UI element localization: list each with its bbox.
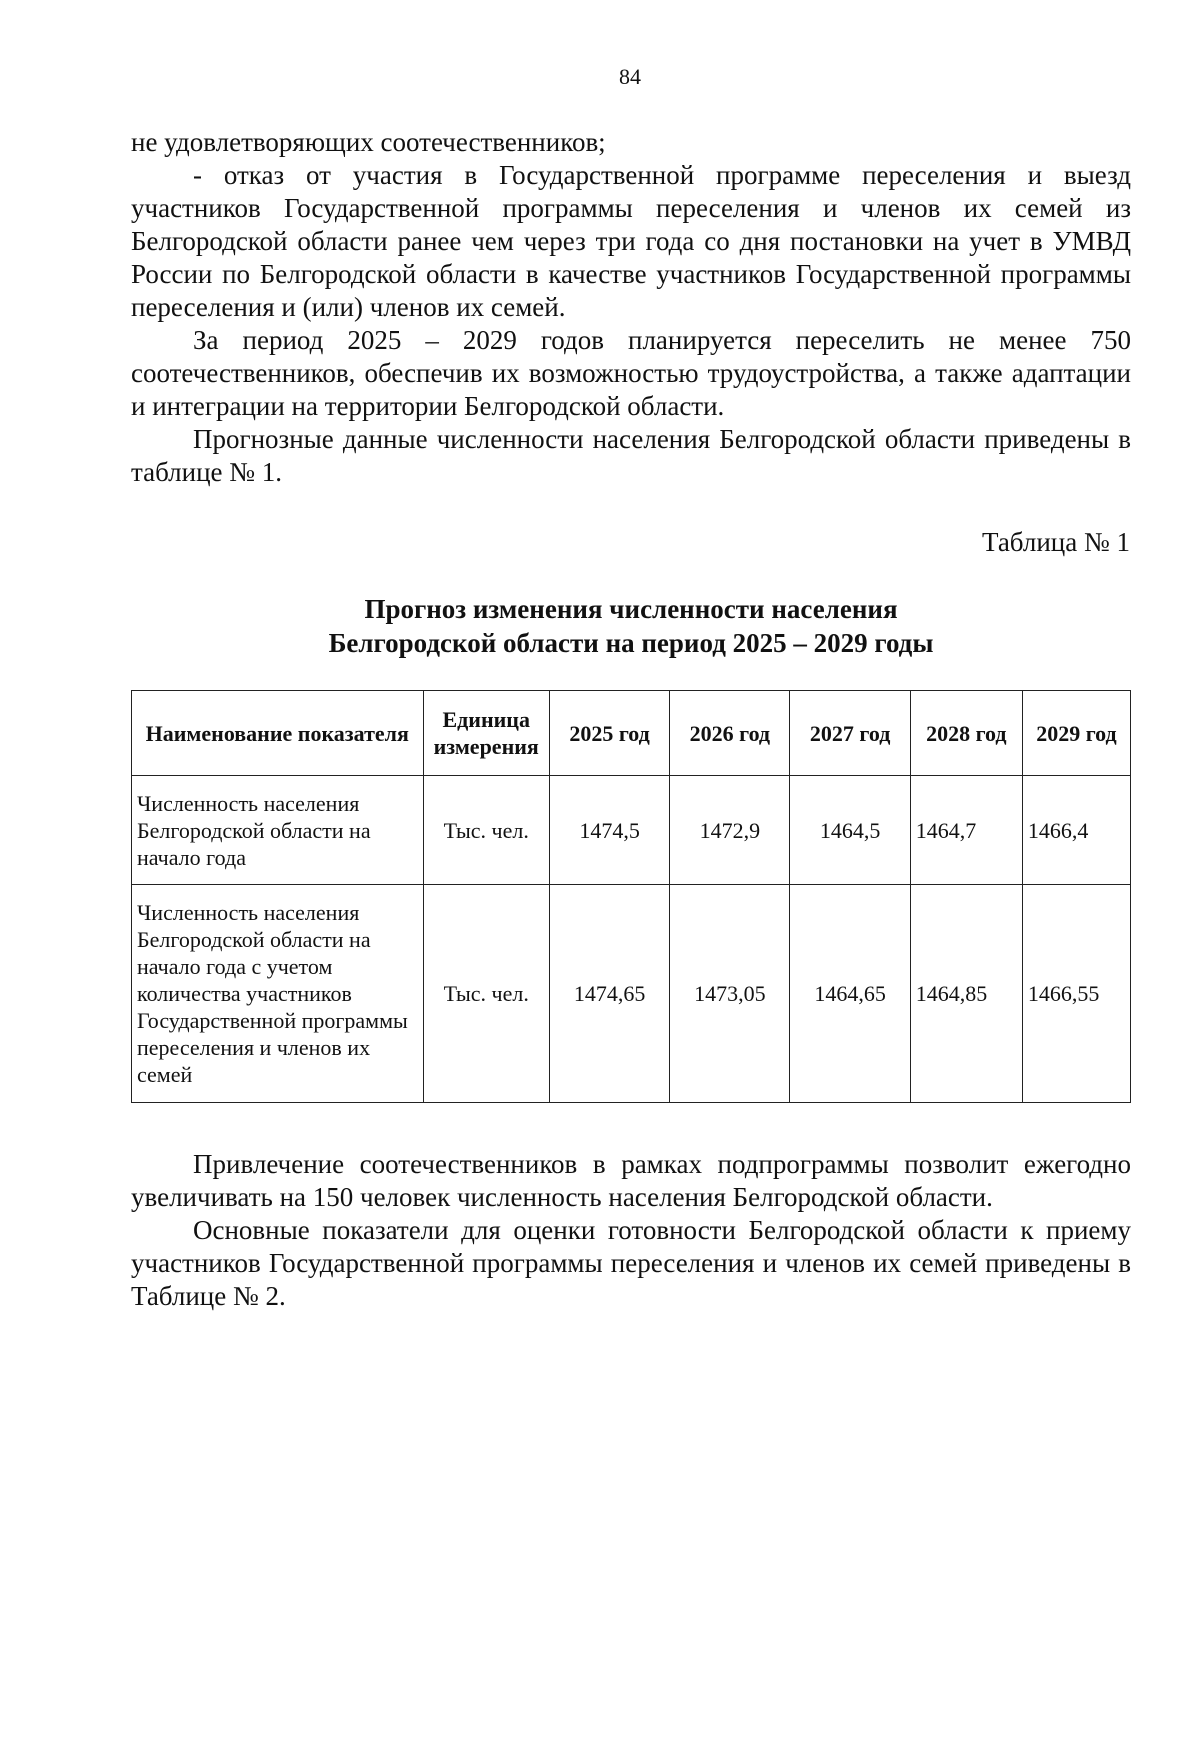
intro-text: [131, 126, 1131, 489]
table-label: Таблица № 1: [982, 527, 1130, 557]
value-2028: 1464,7: [910, 776, 1022, 885]
population-forecast-table: [131, 690, 1131, 1103]
row-name: Численность населения Белгородской области на начало года с учетом количества участников Государственной программы переселения и членов их семей: [132, 885, 424, 1103]
outro-text: [131, 1148, 1131, 1313]
value-2028: 1464,85: [910, 885, 1022, 1103]
row-name: Численность населения Белгородской области на начало года: [132, 776, 424, 885]
header-name: Наименование показателя: [132, 691, 424, 776]
table-title: [131, 592, 1131, 660]
table-row: [132, 885, 1131, 1103]
plan-paragraph: За период 2025 – 2029 годов планируется переселить не менее 750 соотечественников, обеспечив их возможностью трудоустройства, а также адаптации и интеграции на территории Белгородской области.: [131, 325, 1131, 421]
value-2025: 1474,65: [549, 885, 669, 1103]
header-2027: 2027 год: [790, 691, 910, 776]
forecast-reference-paragraph: Прогнозные данные численности населения Белгородской области приведены в таблице № 1.: [131, 424, 1131, 487]
header-2029: 2029 год: [1022, 691, 1130, 776]
value-2026: 1472,9: [670, 776, 790, 885]
value-2026: 1473,05: [670, 885, 790, 1103]
indicators-paragraph: Основные показатели для оценки готовности Белгородской области к приему участников Государственной программы переселения и членов их семей приведены в Таблице № 2.: [131, 1215, 1131, 1311]
value-2025: 1474,5: [549, 776, 669, 885]
attraction-paragraph: Привлечение соотечественников в рамках подпрограммы позволит ежегодно увеличивать на 150 человек численность населения Белгородской области.: [131, 1149, 1131, 1212]
table-title-line-1: Прогноз изменения численности населения: [364, 594, 898, 624]
page-number: 84: [619, 64, 641, 89]
value-2027: 1464,65: [790, 885, 910, 1103]
table-header-row: [132, 691, 1131, 776]
header-unit: Единица измерения: [423, 691, 549, 776]
row-unit: Тыс. чел.: [423, 776, 549, 885]
table-row: [132, 776, 1131, 885]
value-2029: 1466,55: [1022, 885, 1130, 1103]
value-2029: 1466,4: [1022, 776, 1130, 885]
bullet-paragraph: - отказ от участия в Государственной программе переселения и выезд участников Государственной программы переселения и членов их семей из Белгородской области ранее чем через три года со дня постановки на учет в УМВД России по Белгородской области в качестве участников Государственной программы переселения и (или) членов их семей.: [131, 160, 1131, 322]
header-2028: 2028 год: [910, 691, 1022, 776]
intro-line: не удовлетворяющих соотечественников;: [131, 127, 606, 157]
value-2027: 1464,5: [790, 776, 910, 885]
table-title-line-2: Белгородской области на период 2025 – 2029 годы: [328, 628, 934, 658]
header-2025: 2025 год: [549, 691, 669, 776]
header-2026: 2026 год: [670, 691, 790, 776]
row-unit: Тыс. чел.: [423, 885, 549, 1103]
